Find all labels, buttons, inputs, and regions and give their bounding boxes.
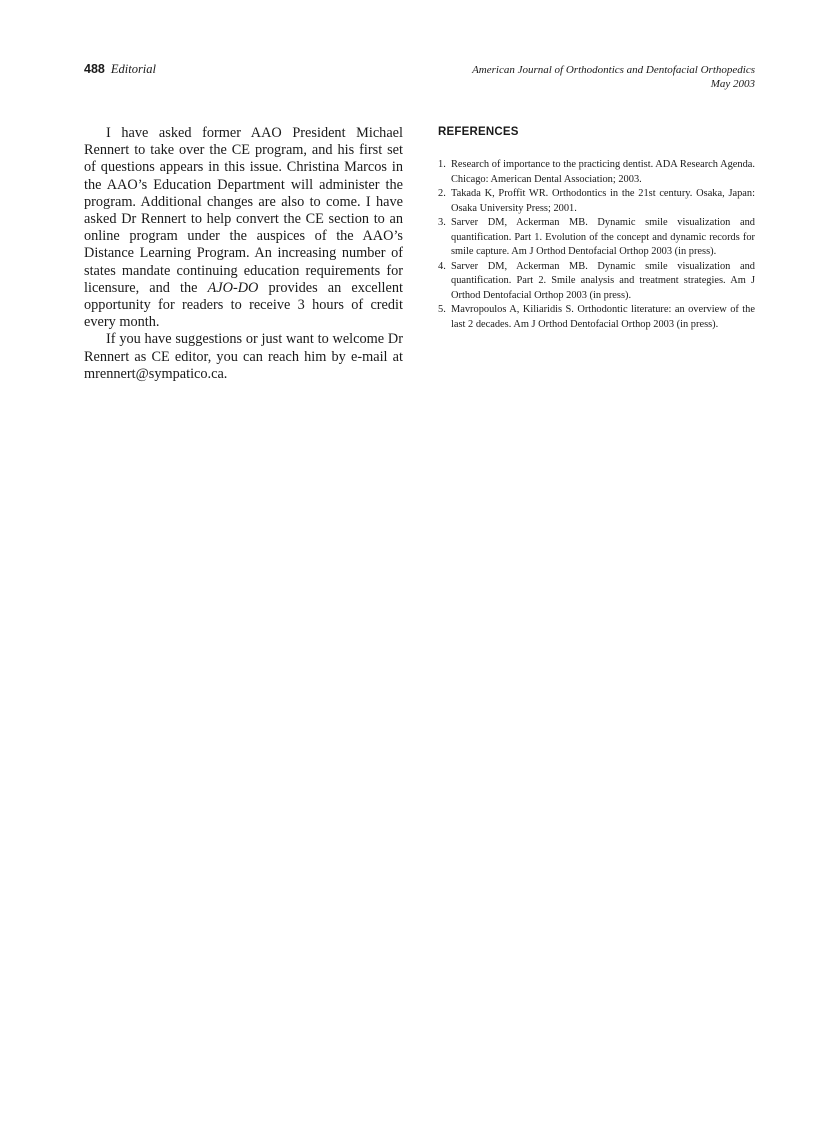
reference-list: [438, 158, 755, 332]
reference-text: Mavropoulos A, Kiliaridis S. Orthodontic literature: an overview of the last 2 decades. Am J Orthod Dentofacial Orthop 2003 (in press).: [451, 304, 755, 330]
body-paragraph-1: [84, 125, 403, 331]
reference-text: Takada K, Proffit WR. Orthodontics in the 21st century. Osaka, Japan: Osaka University Press; 2001.: [451, 188, 755, 214]
references-heading: REFERENCES: [438, 126, 519, 138]
reference-text: Sarver DM, Ackerman MB. Dynamic smile visualization and quantification. Part 1. Evolution of the concept and dynamic records for smile capture. Am J Orthod Dentofacial Orthop 2003 (in press).: [451, 217, 755, 257]
reference-item-4: [438, 260, 755, 304]
page-number: 488: [84, 62, 105, 76]
reference-item-2: [438, 187, 755, 216]
running-header-right: [472, 63, 755, 91]
body-column: [84, 125, 403, 383]
reference-item-5: [438, 303, 755, 332]
issue-date: May 2003: [710, 78, 755, 90]
reference-number: 4.: [438, 260, 446, 272]
reference-text: Research of importance to the practicing dentist. ADA Research Agenda. Chicago: American Dental Association; 2003.: [451, 159, 755, 185]
reference-item-1: [438, 158, 755, 187]
section-label: Editorial: [110, 62, 157, 76]
reference-number: 3.: [438, 217, 446, 228]
reference-text: Sarver DM, Ackerman MB. Dynamic smile visualization and quantification. Part 2. Smile analysis and treatment strategies. Am J Orthod Dentofacial Orthop 2003 (in press).: [451, 260, 755, 301]
running-header-left: [84, 62, 156, 77]
reference-number: 2.: [438, 188, 446, 199]
references-section: [438, 126, 755, 332]
reference-number: 1.: [438, 159, 446, 170]
journal-title: American Journal of Orthodontics and Dentofacial Orthopedics: [472, 64, 755, 76]
reference-number: 5.: [438, 304, 446, 315]
body-paragraph-2: If you have suggestions or just want to welcome Dr Rennert as CE editor, you can reach him by e-mail at mrennert@sympatico.ca.: [84, 331, 403, 382]
reference-item-3: [438, 216, 755, 260]
body-paragraph-1-text-b: provides an excellent opportunity for readers to receive 3 hours of credit every month.: [84, 279, 403, 331]
body-paragraph-1-text-a: I have asked former AAO President Michael Rennert to take over the CE program, and his first set of questions appears in this issue. Christina Marcos in the AAO’s Education Department will administer the program. Additional changes are also to come. I have asked Dr Rennert to help convert the CE section to an online program under the auspices of the AAO’s Distance Learning Program. An increasing number of states mandate continuing education requirements for licensure, and the: [84, 125, 403, 296]
journal-abbreviation: AJO-DO: [207, 279, 259, 296]
